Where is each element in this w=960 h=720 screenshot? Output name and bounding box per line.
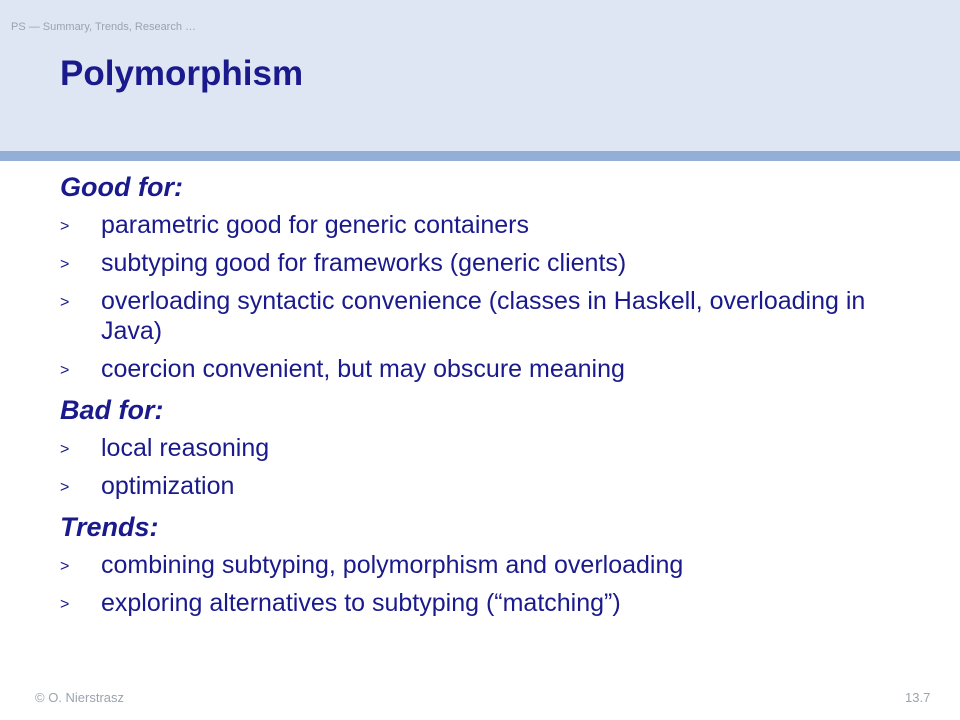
section-heading-bad-for: Bad for: (60, 395, 164, 425)
list-item (60, 354, 920, 384)
bullet-marker-icon: > (60, 441, 70, 458)
footer-copyright: © O. Nierstrasz (35, 690, 125, 705)
list-item-text: exploring alternatives to subtyping (“matching”) (101, 589, 621, 617)
list-item (60, 433, 920, 463)
list-item (60, 471, 920, 501)
trends-list (60, 550, 920, 618)
list-item-text: optimization (101, 472, 235, 500)
list-item (60, 286, 920, 346)
list-item-text: combining subtyping, polymorphism and overloading (101, 551, 684, 579)
list-item (60, 210, 920, 240)
header-stripe (0, 151, 960, 161)
list-item (60, 550, 920, 580)
bullet-marker-icon: > (60, 596, 70, 613)
list-item-text: local reasoning (101, 434, 270, 462)
bullet-marker-icon: > (60, 294, 70, 311)
slide-content (60, 169, 920, 626)
list-item-text: subtyping good for frameworks (generic clients) (101, 249, 627, 277)
section-heading-trends: Trends: (60, 512, 159, 542)
section-heading-good-for: Good for: (60, 172, 183, 202)
bullet-marker-icon: > (60, 218, 70, 235)
list-item (60, 588, 920, 618)
page-number: 13.7 (905, 690, 931, 705)
list-item-text: coercion convenient, but may obscure meaning (101, 355, 625, 383)
bullet-marker-icon: > (60, 362, 70, 379)
slide-title: Polymorphism (60, 54, 304, 93)
list-item-text: parametric good for generic containers (101, 211, 530, 239)
bullet-marker-icon: > (60, 256, 70, 273)
bad-for-list (60, 433, 920, 501)
running-title: PS — Summary, Trends, Research … (11, 21, 197, 33)
list-item (60, 248, 920, 278)
good-for-list (60, 210, 920, 384)
bullet-marker-icon: > (60, 479, 70, 496)
list-item-text: overloading syntactic convenience (classes in Haskell, overloading in Java) (101, 287, 866, 345)
bullet-marker-icon: > (60, 558, 70, 575)
